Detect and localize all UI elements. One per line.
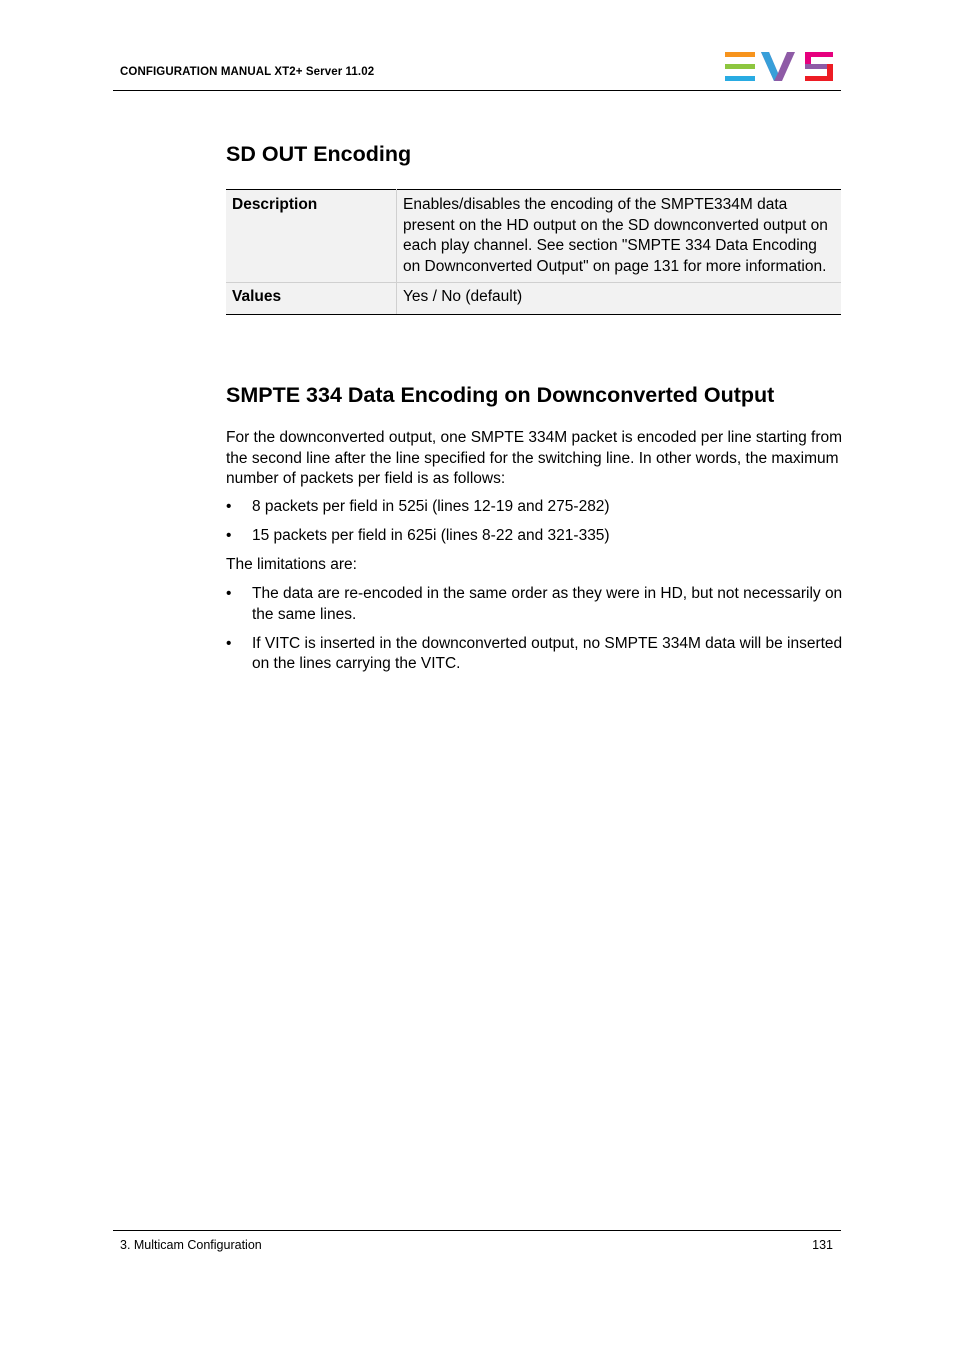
table-row [226,283,841,315]
evs-logo [725,52,835,82]
row-value: Yes / No (default) [397,283,842,315]
logo-bar-green [725,64,755,69]
section-heading-smpte-334: SMPTE 334 Data Encoding on Downconverted Output [226,383,775,407]
bullet-icon: • [226,634,232,652]
list-item-text: The data are re-encoded in the same order as they were in HD, but not necessarily on the same lines. [252,585,843,623]
limitations-intro: The limitations are: [226,556,357,573]
packet-list [226,497,846,555]
logo-v-left [761,52,778,81]
row-value: Enables/disables the encoding of the SMPTE334M data present on the HD output on the SD downconverted output on each play channel. See section "SMPTE 334 Data Encoding on Downconverted Output" on page 131 for more information. [397,190,842,283]
header-title: CONFIGURATION MANUAL XT2+ Server 11.02 [120,66,375,78]
properties-table [226,189,841,315]
limitations-list [226,584,846,683]
bullet-icon: • [226,498,232,515]
page-number: 131 [812,1238,833,1252]
header-rule [113,90,841,91]
list-item [226,526,846,547]
intro-paragraph: For the downconverted output, one SMPTE 334M packet is encoded per line starting from the second line after the line specified for the switching line. In other words, the maximum number of packets per field is as follows: [226,429,843,487]
list-item [226,634,846,675]
row-label: Values [226,283,397,315]
table-row [226,190,841,283]
logo-s-bottom [805,76,833,81]
list-item-text: 15 packets per field in 625i (lines 8-22 and 321-335) [252,527,610,544]
list-item [226,584,846,625]
row-label: Description [226,190,397,283]
footer-chapter: 3. Multicam Configuration [120,1238,262,1252]
footer-rule [113,1230,841,1231]
list-item-text: 8 packets per field in 525i (lines 12-19 and 275-282) [252,498,610,515]
section-heading-sd-out: SD OUT Encoding [226,142,412,166]
bullet-icon: • [226,527,232,544]
logo-bar-orange [725,52,755,57]
list-item [226,497,846,518]
logo-bar-blue [725,76,755,81]
list-item-text: If VITC is inserted in the downconverted output, no SMPTE 334M data will be inserted on the lines carrying the VITC. [252,634,843,672]
bullet-icon: • [226,585,232,602]
